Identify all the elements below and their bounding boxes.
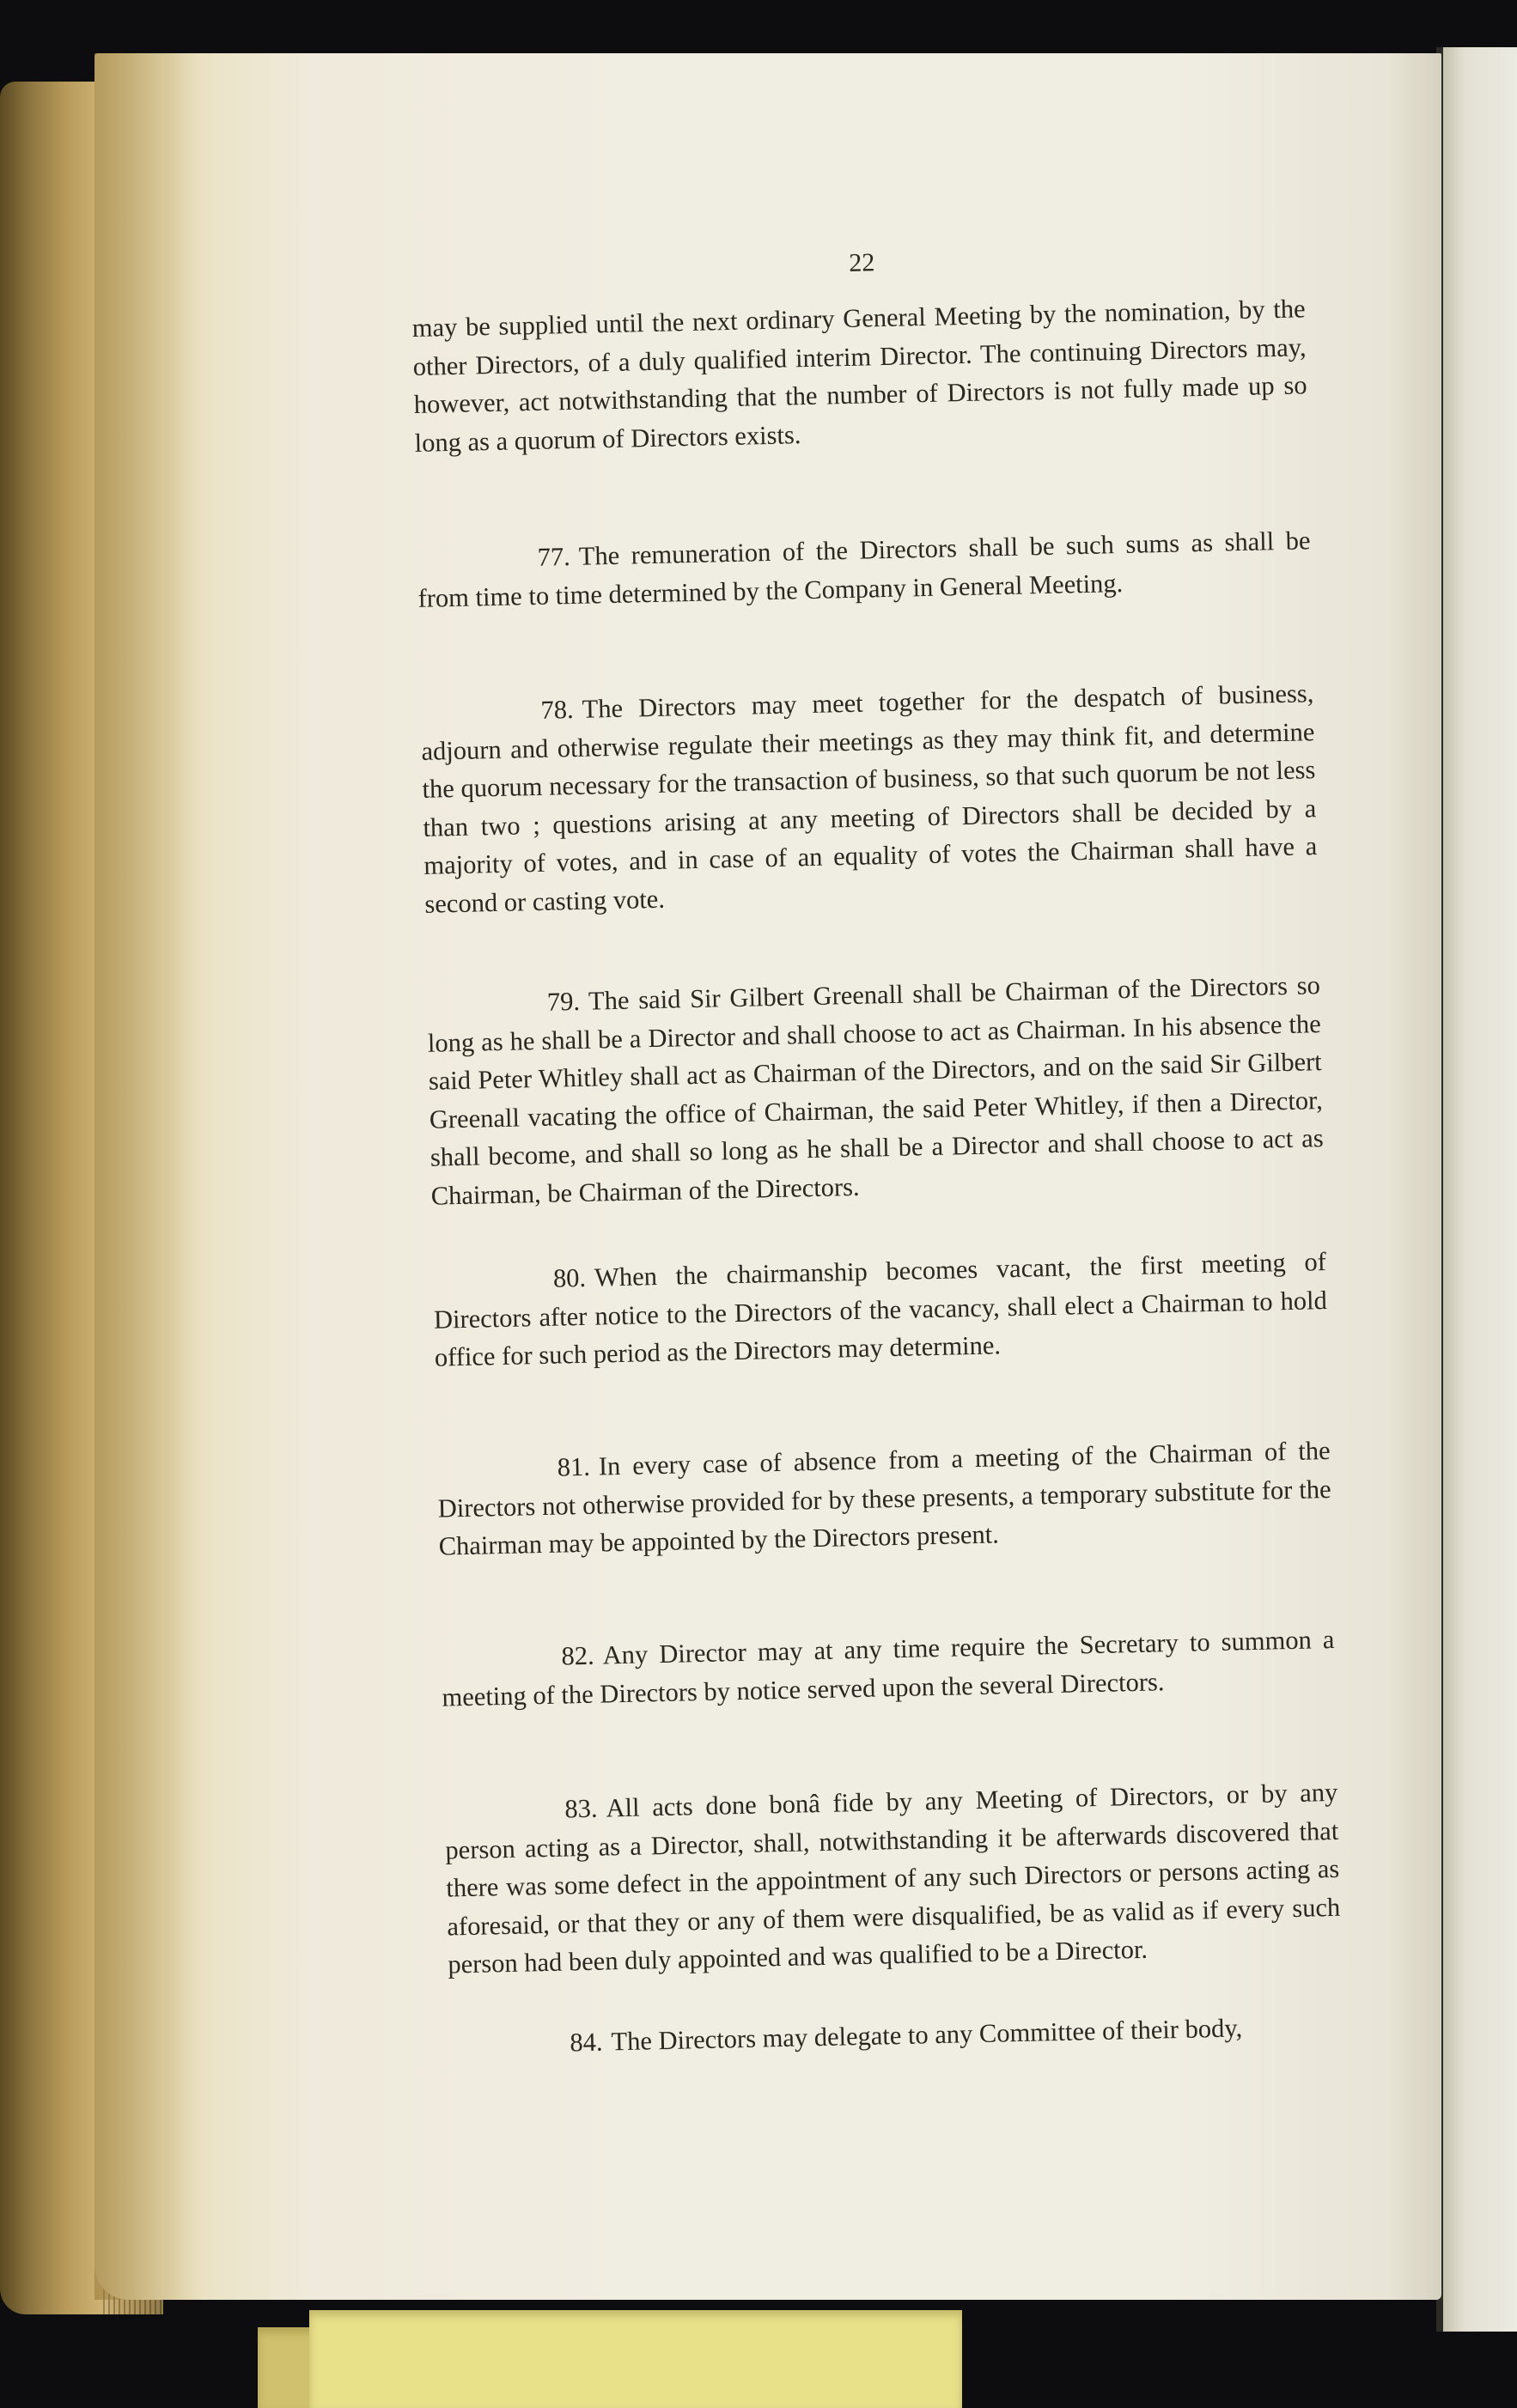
paragraph-80 — [433, 1243, 1329, 1377]
paragraph-text: The remuneration of the Directors shall be such sums as shall be from time to time determined by the Company in General Meeting. — [417, 526, 1311, 613]
clause-number: 83. — [564, 1793, 598, 1824]
paragraph-79 — [426, 966, 1325, 1215]
paragraph-text: may be supplied until the next ordinary General Meeting by the nomination, by the other Directors, of a duly qualified interim Director. The continuing Directors may, however, act notwithstanding that the number of Directors is not fully made up so long as a quorum of Directors exists. — [411, 294, 1307, 458]
clause-number: 79. — [546, 986, 581, 1017]
paragraph-text: When the chairmanship becomes vacant, the first meeting of Directors after notice to the Directors of the vacancy, shall elect a Chairman to hold office for such period as the Directors may determine. — [433, 1247, 1328, 1372]
paragraph-83 — [444, 1773, 1342, 1984]
facing-page-edge — [1436, 47, 1517, 2332]
paragraph-text: The said Sir Gilbert Greenall shall be Chairman of the Directors so long as he shall be a Director and shall choose to act as Chairman. In his absence the said Peter Whitley shall act as Chairman of the Directors, and on the said Sir Gilbert Greenall vacating the office of Chairman, the said Peter Whitley, if then a Director, shall become, and shall so long as he shall be a Director and shall choose to act as Chairman, be Chairman of the Directors. — [427, 970, 1324, 1211]
paragraph-text: The Directors may delegate to any Committee of their body, — [611, 2013, 1243, 2057]
paragraph-78 — [420, 674, 1319, 923]
page-text — [411, 238, 1343, 2095]
clause-number: 80. — [552, 1262, 587, 1293]
clause-number: 77. — [537, 542, 571, 572]
paragraph-text: Any Director may at any time require the Secretary to summon a meeting of the Directors by notice served upon the several Directors. — [442, 1624, 1335, 1712]
clause-number: 82. — [561, 1640, 595, 1671]
bookmark-tab — [309, 2310, 962, 2408]
paragraph-continuation — [411, 289, 1308, 462]
page-number: 22 — [848, 248, 875, 277]
clause-number: 84. — [570, 2027, 603, 2058]
clause-number: 78. — [540, 694, 575, 725]
clause-number: 81. — [557, 1451, 591, 1482]
paragraph-text: All acts done bonâ fide by any Meeting of Directors, or by any person acting as a Director, shall, notwithstanding it be afterwards discovered that there was some defect in the appointment of any such Directors or persons acting as aforesaid, or that they or any of them were disqualified, be as valid as if every such person had been duly appointed and was qualified to be a Director. — [445, 1777, 1341, 1979]
paragraph-text: The Directors may meet together for the despatch of business, adjourn and otherwise regulate their meetings as they may think fit, and determine the quorum necessary for the transaction of business, so that such quorum be not less than two ; questions arising at any meeting of Directors shall be decided by a majority of votes, and in case of an equality of votes the Chairman shall have a second or casting vote. — [421, 678, 1318, 919]
paragraph-81 — [436, 1432, 1332, 1566]
paragraph-82 — [441, 1621, 1336, 1717]
paragraph-77 — [417, 521, 1312, 617]
paragraph-text: In every case of absence from a meeting of the Chairman of the Directors not otherwise provided for by these presents, a temporary substitute for the Chairman may be appointed by the Directors present. — [437, 1435, 1331, 1561]
paragraph-84 — [449, 2007, 1343, 2064]
